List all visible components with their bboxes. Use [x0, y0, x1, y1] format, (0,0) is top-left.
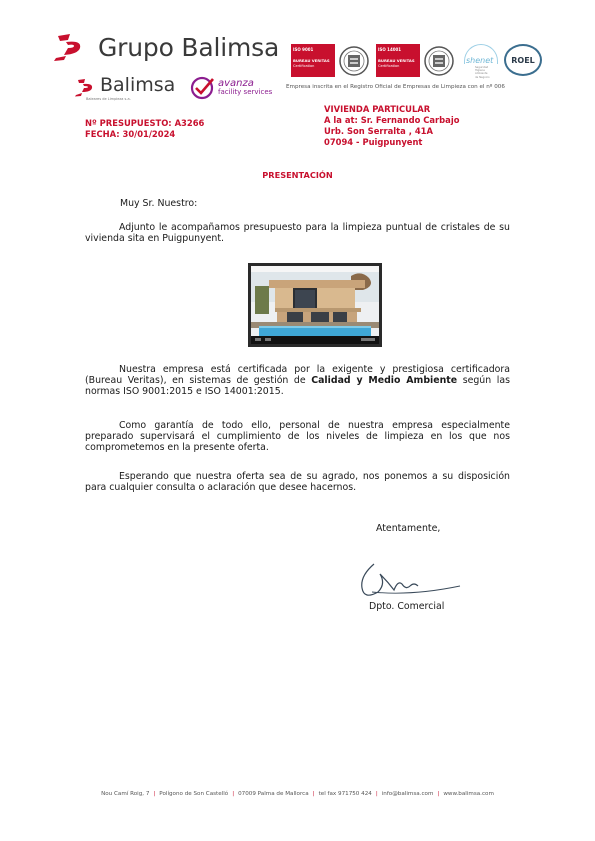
avanza-logo — [190, 76, 272, 100]
recipient-street: Urb. Son Serralta , 41A — [324, 126, 433, 136]
cert-label: Certification — [293, 64, 315, 68]
avanza-check-icon — [190, 76, 216, 100]
cert-body: BUREAU VERITAS — [378, 58, 415, 63]
paragraph-text-pre: Nuestra empresa está certificada por la exigente y prestigiosa certificadora (Bureau Veritas), en sistemas de gestión de — [85, 364, 510, 387]
handwritten-signature — [352, 556, 472, 604]
bureau-veritas-seal-icon — [422, 45, 456, 77]
shenet-lines — [475, 66, 490, 79]
cert-code: ISO 14001 — [378, 47, 402, 52]
bureau-veritas-seal-icon — [337, 45, 371, 77]
paragraph-text: Adjunto le acompañamos presupuesto para la limpieza puntual de cristales de su vivienda sita en Puigpunyent. — [85, 222, 510, 245]
brand-name: Grupo Balimsa — [98, 32, 280, 62]
salutation: Muy Sr. Nuestro: — [120, 198, 198, 209]
shenet-name: shenet — [466, 56, 494, 65]
paragraph-text — [85, 364, 510, 398]
quote-meta — [85, 118, 204, 140]
paragraph-guarantee — [85, 420, 510, 454]
house-photo-image — [251, 266, 379, 344]
quote-number: Nº PRESUPUESTO: A3266 — [85, 118, 205, 128]
shenet-logo — [462, 44, 500, 86]
page-footer — [0, 791, 595, 797]
paragraph-text: Como garantía de todo ello, personal de nuestra empresa especialmente preparado supervisará el cumplimiento de los niveles de limpieza en los que nos comprometemos en la presente oferta. — [85, 420, 510, 454]
paragraph-closing — [85, 471, 510, 493]
avanza-name: avanza — [218, 78, 254, 89]
sub-brand-name: Balimsa — [100, 74, 176, 96]
closing-phrase: Atentamente, — [376, 523, 441, 534]
cert-code: ISO 9001 — [293, 47, 314, 52]
footer-phone: tel fax 971750 424 — [318, 791, 372, 797]
department-name: Dpto. Comercial — [369, 601, 445, 612]
footer-separator: | — [437, 791, 440, 797]
quote-date: FECHA: 30/01/2024 — [85, 129, 176, 139]
recipient-city: 07094 - Puigpunyent — [324, 137, 423, 147]
registry-notice: Empresa inscrita en el Registro Oficial de Empresas de Limpieza con el nº 006 — [286, 84, 505, 90]
roel-logo — [504, 44, 542, 76]
balimsa-b-small-icon — [74, 77, 98, 97]
avanza-subtitle: facility services — [218, 88, 273, 96]
paragraph-text: Esperando que nuestra oferta sea de su agrado, nos ponemos a su disposición para cualquier consulta o aclaración que desee hacernos. — [85, 471, 510, 494]
sub-brand-tagline: Baleares de Limpieza s.a. — [86, 97, 131, 101]
footer-separator: | — [232, 791, 235, 797]
house-photo — [248, 263, 382, 347]
recipient-block — [324, 104, 459, 148]
shenet-line: de Negocio — [475, 75, 490, 79]
cert-label: Certification — [378, 64, 400, 68]
balimsa-b-icon — [52, 32, 92, 62]
balimsa-logo — [74, 74, 176, 101]
recipient-type: VIVIENDA PARTICULAR — [324, 104, 431, 114]
footer-separator: | — [153, 791, 156, 797]
grupo-balimsa-logo — [52, 32, 279, 62]
footer-address: Nou Camí Roig, 7 — [101, 791, 150, 797]
footer-separator: | — [312, 791, 315, 797]
paragraph-certification — [85, 364, 510, 398]
paragraph-text-post: según las normas ISO 9001:2015 e ISO 14001:2015. — [85, 375, 510, 398]
recipient-name: A la at: Sr. Fernando Carbajo — [324, 115, 460, 125]
shenet-line: Ambiente — [475, 72, 488, 76]
shenet-line: Seguridad — [475, 66, 489, 69]
footer-web[interactable]: www.balimsa.com — [443, 791, 494, 797]
shenet-line: Higiene — [475, 69, 485, 73]
paragraph-text-bold: Calidad y Medio Ambiente — [311, 375, 458, 387]
cert-body: BUREAU VERITAS — [293, 58, 330, 63]
roel-label: ROEL — [511, 55, 535, 65]
iso-9001-certificate — [291, 44, 373, 77]
iso-14001-certificate — [376, 44, 458, 77]
footer-area: Polígono de Son Castelló — [159, 791, 229, 797]
document-title: PRESENTACIÓN — [262, 170, 333, 180]
footer-separator: | — [375, 791, 378, 797]
paragraph-intro — [85, 222, 510, 244]
footer-email[interactable]: info@balimsa.com — [381, 791, 434, 797]
footer-city: 07009 Palma de Mallorca — [238, 791, 309, 797]
